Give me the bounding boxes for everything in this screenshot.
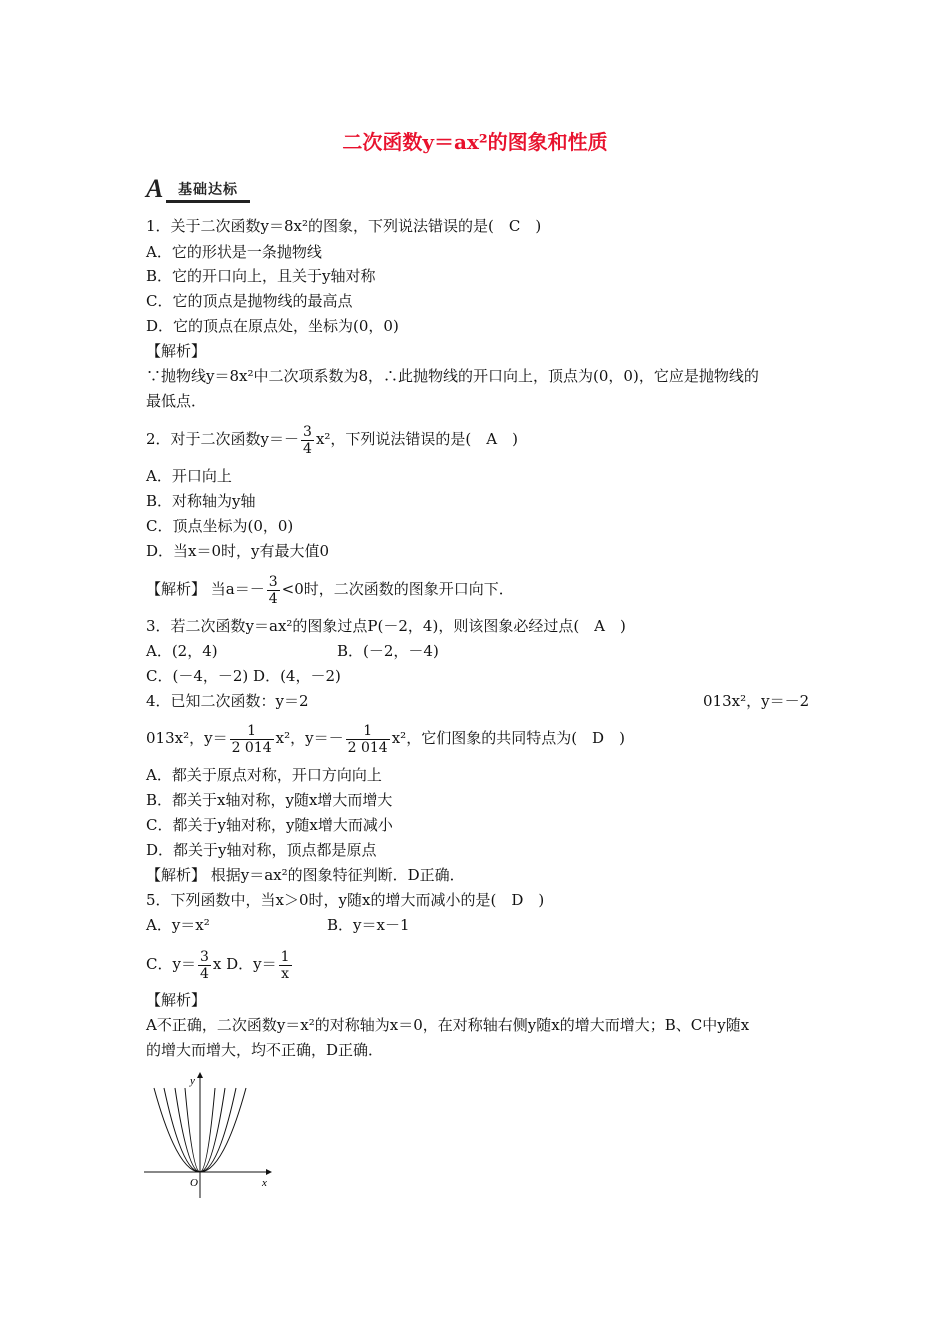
q4-fraction-2-numerator: 1 bbox=[346, 723, 390, 740]
question-2 bbox=[146, 420, 518, 458]
question-4-cont bbox=[146, 718, 625, 758]
q4-fraction-2 bbox=[346, 723, 390, 756]
q5-d-fraction-numerator: 1 bbox=[280, 948, 290, 965]
parabola-figure bbox=[140, 1068, 280, 1204]
q2-analysis-fraction-denominator: 4 bbox=[268, 590, 278, 607]
q2-analysis-fraction bbox=[267, 574, 280, 607]
q2-option-a: A．开口向上 bbox=[146, 467, 232, 485]
q4-option-d: D．都关于y轴对称，顶点都是原点 bbox=[146, 841, 377, 859]
q4-fraction-1-numerator: 1 bbox=[230, 723, 274, 740]
q2-option-b: B．对称轴为y轴 bbox=[146, 492, 256, 510]
question-5: 5．下列函数中，当x＞0时，y随x的增大而减小的是( D ) bbox=[146, 891, 545, 909]
q1-option-c: C．它的顶点是抛物线的最高点 bbox=[146, 292, 353, 310]
q2-fraction bbox=[301, 424, 314, 457]
q1-analysis-line-1: ∵抛物线y＝8x²中二次项系数为8，∴此抛物线的开口向上，顶点为(0，0)，它应是抛物线的 bbox=[146, 367, 759, 385]
q5-analysis-line-2: 的增大而增大，均不正确，D正确． bbox=[146, 1041, 384, 1059]
q4-seg-3: x²，它们图象的共同特点为( D ) bbox=[391, 729, 625, 747]
q5-c-fraction-denominator: 4 bbox=[199, 965, 209, 982]
question-4-right: 013x²，y＝－2 bbox=[703, 692, 810, 710]
q5-analysis-label: 【解析】 bbox=[146, 991, 207, 1009]
q2-stem-post: x²，下列说法错误的是( A ) bbox=[315, 430, 518, 448]
q2-analysis-fraction-numerator: 3 bbox=[268, 573, 278, 590]
y-axis-arrow bbox=[197, 1072, 203, 1078]
q5-options-cd bbox=[146, 944, 294, 984]
q3-option-b: B．(－2，－4) bbox=[337, 642, 439, 660]
q5-option-b: B．y＝x－1 bbox=[327, 916, 410, 934]
q2-analysis-post: <0时，二次函数的图象开口向下． bbox=[281, 580, 514, 598]
section-badge bbox=[146, 176, 256, 202]
q4-option-a: A．都关于原点对称，开口方向向上 bbox=[146, 766, 382, 784]
q5-c-fraction bbox=[198, 949, 211, 982]
q2-fraction-numerator: 3 bbox=[303, 423, 312, 440]
q4-seg-2: x²，y＝－ bbox=[275, 729, 344, 747]
q5-c-fraction-numerator: 3 bbox=[199, 948, 209, 965]
badge-text: 基础达标 bbox=[178, 182, 238, 198]
q5-c-post: x D．y＝ bbox=[212, 955, 277, 973]
q5-analysis-line-1: A不正确，二次函数y＝x²的对称轴为x＝0，在对称轴右侧y随x的增大而增大；B、C中y随x bbox=[146, 1016, 750, 1034]
badge-letter: A bbox=[146, 174, 164, 203]
q1-analysis-line-2: 最低点． bbox=[146, 392, 207, 410]
q2-fraction-denominator: 4 bbox=[303, 440, 312, 457]
q2-option-d: D．当x＝0时，y有最大值0 bbox=[146, 542, 330, 560]
q4-seg-1: 013x²，y＝ bbox=[146, 729, 228, 747]
q2-analysis-pre: 【解析】 当a＝－ bbox=[146, 580, 265, 598]
x-axis-label: x bbox=[262, 1177, 267, 1189]
q4-option-b: B．都关于x轴对称，y随x增大而增大 bbox=[146, 791, 393, 809]
q1-option-a: A．它的形状是一条抛物线 bbox=[146, 243, 322, 261]
q1-analysis-label: 【解析】 bbox=[146, 342, 207, 360]
q1-option-d: D．它的顶点在原点处，坐标为(0，0) bbox=[146, 317, 399, 335]
q5-option-a: A．y＝x² bbox=[146, 916, 210, 934]
q2-analysis bbox=[146, 570, 514, 608]
origin-label: O bbox=[190, 1177, 198, 1189]
q3-option-a: A．(2，4) bbox=[146, 642, 218, 660]
page-title: 二次函数y＝ax²的图象和性质 bbox=[342, 130, 608, 154]
q4-fraction-2-denominator: 2 014 bbox=[347, 739, 388, 756]
question-1: 1．关于二次函数y＝8x²的图象，下列说法错误的是( C ) bbox=[146, 217, 542, 235]
x-axis-arrow bbox=[266, 1169, 272, 1175]
question-4-start: 4．已知二次函数：y＝2 bbox=[146, 692, 309, 710]
q3-option-cd: C．(－4，－2) D．(4，－2) bbox=[146, 667, 341, 685]
q2-stem-pre: 2．对于二次函数y＝－ bbox=[146, 430, 300, 448]
q5-d-fraction-denominator: x bbox=[281, 965, 290, 982]
q4-analysis: 【解析】 根据y＝ax²的图象特征判断．D正确． bbox=[146, 866, 465, 884]
q4-fraction-1-denominator: 2 014 bbox=[231, 739, 272, 756]
q5-c-pre: C．y＝ bbox=[146, 955, 196, 973]
q2-option-c: C．顶点坐标为(0，0) bbox=[146, 517, 294, 535]
q1-option-b: B．它的开口向上，且关于y轴对称 bbox=[146, 267, 376, 285]
q4-fraction-1 bbox=[230, 723, 274, 756]
y-axis-label: y bbox=[190, 1075, 195, 1087]
q5-d-fraction bbox=[279, 949, 292, 982]
question-3: 3．若二次函数y＝ax²的图象过点P(－2，4)，则该图象必经过点( A ) bbox=[146, 617, 626, 635]
q4-option-c: C．都关于y轴对称，y随x增大而减小 bbox=[146, 816, 393, 834]
